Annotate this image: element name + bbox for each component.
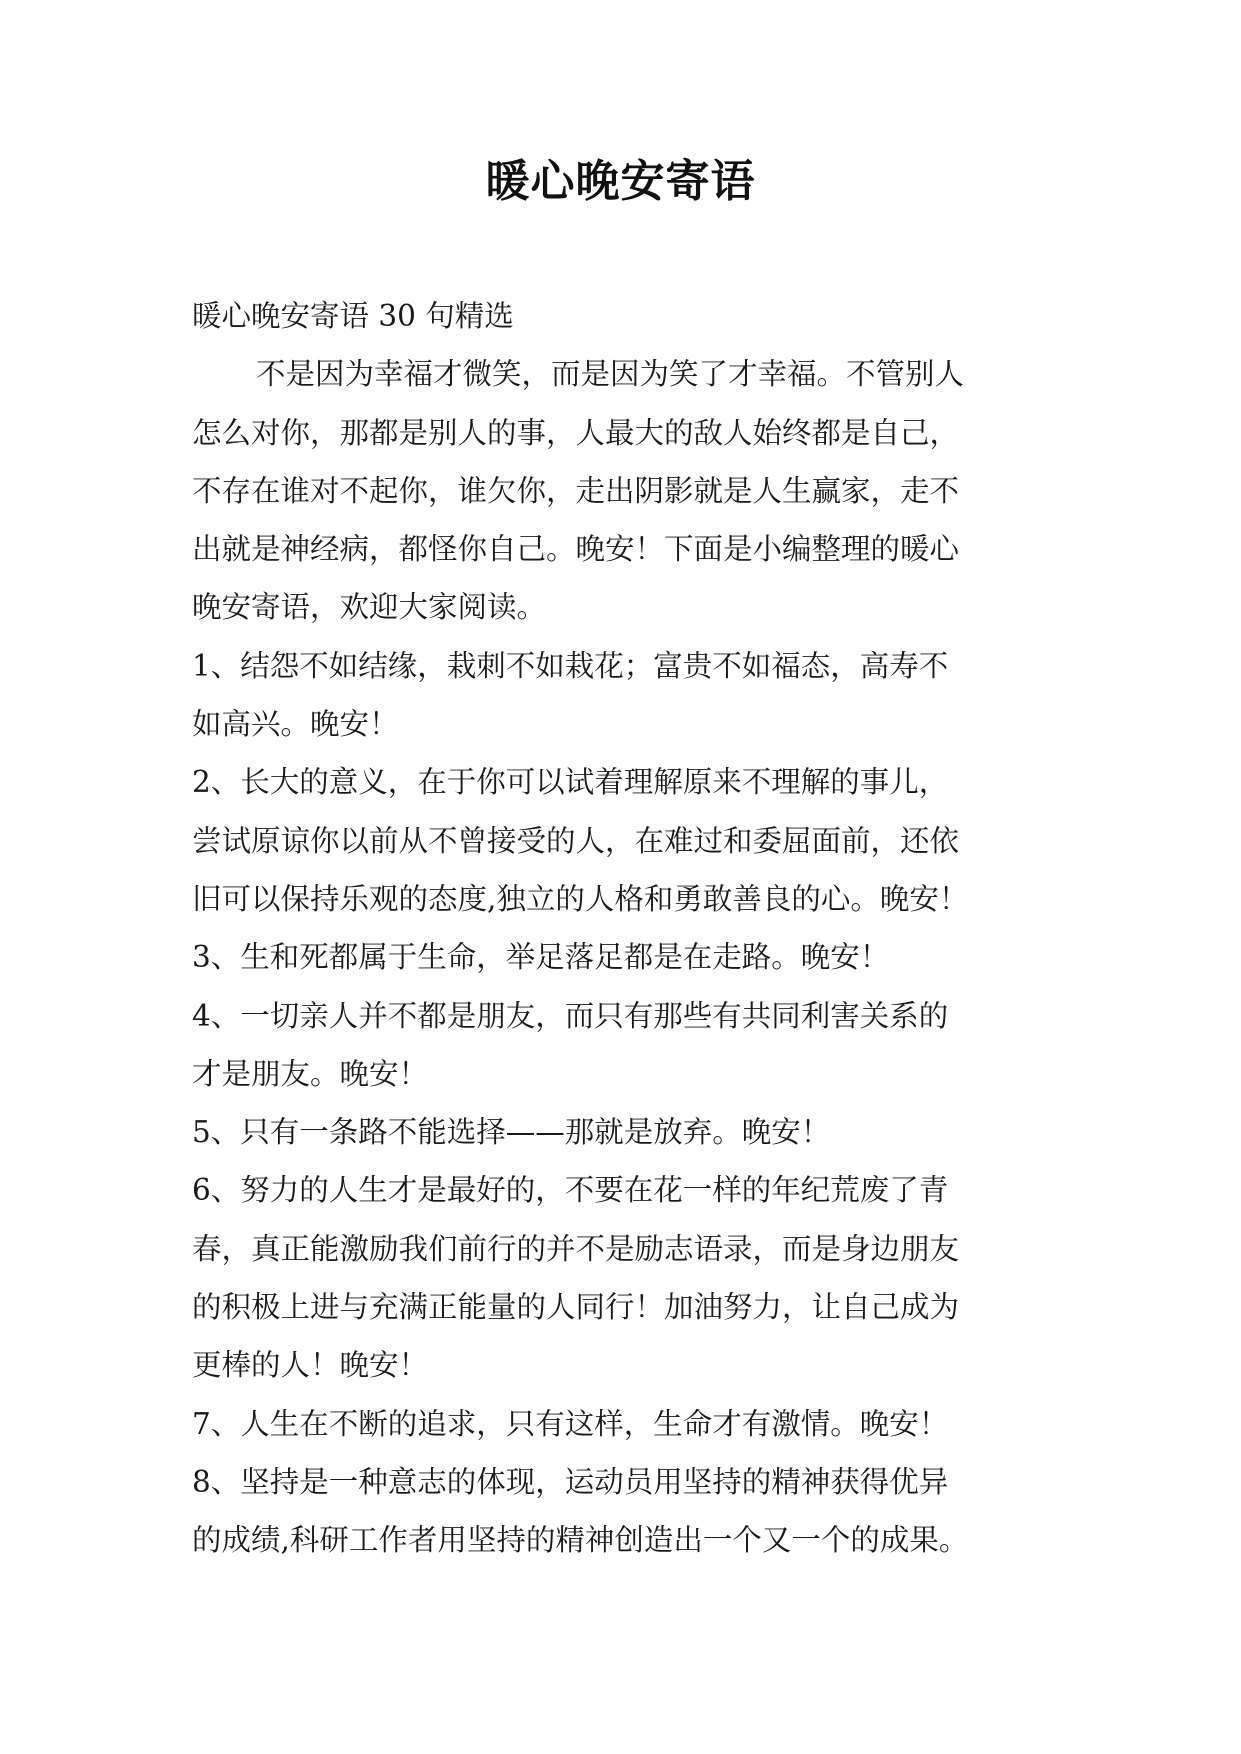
list-item: 更棒的人！晚安！ (192, 1348, 429, 1383)
intro-line: 怎么对你，那都是别人的事，人最大的敌人始终都是自己， (192, 415, 960, 450)
list-item: 6、努力的人生才是最好的，不要在花一样的年纪荒废了青 (192, 1173, 949, 1208)
intro-line: 出就是神经病，都怪你自己。晚安！下面是小编整理的暖心 (192, 532, 960, 567)
list-item: 1、结怨不如结缘，栽刺不如栽花；富贵不如福态，高寿不 (192, 648, 949, 683)
list-item: 5、只有一条路不能选择——那就是放弃。晚安！ (192, 1115, 831, 1150)
quote-list (192, 637, 1072, 1570)
list-item: 尝试原谅你以前从不曾接受的人，在难过和委屈面前，还依 (192, 823, 960, 858)
list-item: 3、生和死都属于生命，举足落足都是在走路。晚安！ (192, 940, 890, 975)
list-item: 2、长大的意义，在于你可以试着理解原来不理解的事儿， (192, 765, 949, 800)
list-item: 的积极上进与充满正能量的人同行！加油努力，让自己成为 (192, 1290, 960, 1325)
list-item: 如高兴。晚安！ (192, 707, 399, 742)
list-item: 7、人生在不断的追求，只有这样，生命才有激情。晚安！ (192, 1406, 949, 1441)
list-item: 4、一切亲人并不都是朋友，而只有那些有共同利害关系的 (192, 998, 949, 1033)
list-item: 旧可以保持乐观的态度,独立的人格和勇敢善良的心。晚安！ (192, 881, 969, 916)
intro-line: 不存在谁对不起你，谁欠你，走出阴影就是人生赢家，走不 (192, 473, 960, 508)
list-item: 春，真正能激励我们前行的并不是励志语录，而是身边朋友 (192, 1231, 960, 1266)
intro-paragraph (192, 345, 1072, 636)
section-subtitle: 暖心晚安寄语 30 句精选 (192, 299, 514, 333)
page-title: 暖心晚安寄语 (485, 156, 756, 207)
list-item: 8、坚持是一种意志的体现，运动员用坚持的精神获得优异 (192, 1464, 949, 1499)
intro-line: 晚安寄语，欢迎大家阅读。 (192, 590, 547, 625)
list-item: 的成绩,科研工作者用坚持的精神创造出一个又一个的成果。 (192, 1523, 969, 1558)
list-item: 才是朋友。晚安！ (192, 1056, 429, 1091)
document-body (192, 287, 1072, 1570)
intro-line: 不是因为幸福才微笑，而是因为笑了才幸福。不管别人 (256, 357, 965, 392)
